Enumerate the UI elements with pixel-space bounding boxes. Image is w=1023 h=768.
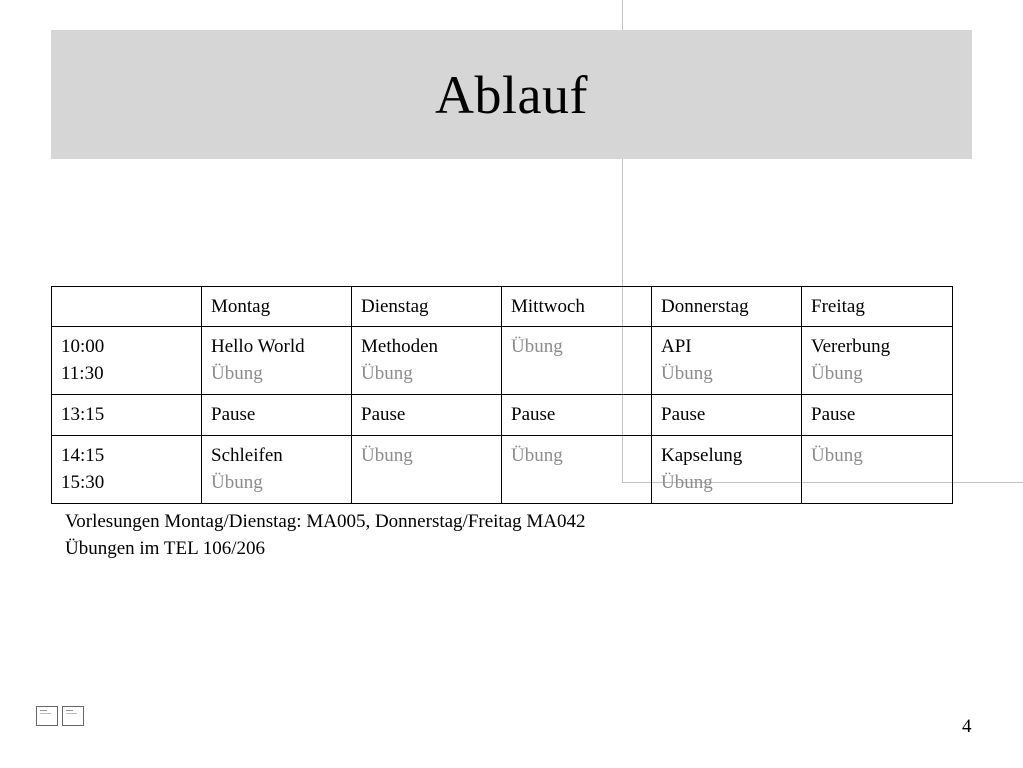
pause-cell: Pause: [502, 395, 652, 436]
table-row: [52, 436, 953, 504]
header-freitag: Freitag: [802, 287, 953, 327]
pause-cell: Pause: [652, 395, 802, 436]
table-row: [52, 395, 953, 436]
pause-cell: Pause: [202, 395, 352, 436]
slide-thumbnail-icon[interactable]: [36, 706, 58, 726]
slide-thumbnail-icon[interactable]: [62, 706, 84, 726]
session-cell: [202, 327, 352, 395]
table-header-row: [52, 287, 953, 327]
time-start: 14:15: [61, 445, 105, 466]
session-topic: Vererbung: [811, 336, 891, 357]
session-exercise: Übung: [511, 445, 563, 466]
header-donnerstag: Donnerstag: [652, 287, 802, 327]
time-end: 11:30: [61, 363, 104, 384]
time-cell: [52, 327, 202, 395]
footnote: [65, 508, 586, 562]
time-cell: [52, 395, 202, 436]
session-topic: Hello World: [211, 336, 305, 357]
time-end: 15:30: [61, 472, 105, 493]
session-exercise: Übung: [211, 363, 263, 384]
session-topic: Kapselung: [661, 445, 743, 466]
session-exercise: Übung: [211, 472, 263, 493]
header-dienstag: Dienstag: [352, 287, 502, 327]
session-cell: [652, 327, 802, 395]
table-row: [52, 327, 953, 395]
session-exercise: Übung: [361, 445, 413, 466]
pause-cell: Pause: [802, 395, 953, 436]
session-cell: [202, 436, 352, 504]
header-montag: Montag: [202, 287, 352, 327]
session-exercise: Übung: [661, 472, 713, 493]
session-exercise: Übung: [811, 445, 863, 466]
footnote-exercises: Übungen im TEL 106/206: [65, 538, 266, 559]
header-corner: [52, 287, 202, 327]
session-topic: Methoden: [361, 336, 439, 357]
session-cell: [802, 327, 953, 395]
session-cell: [502, 436, 652, 504]
session-cell: [352, 436, 502, 504]
pause-cell: Pause: [352, 395, 502, 436]
session-exercise: Übung: [511, 336, 563, 357]
time-start: 13:15: [61, 404, 105, 425]
session-cell: [352, 327, 502, 395]
session-exercise: Übung: [361, 363, 413, 384]
session-topic: API: [661, 336, 692, 357]
session-cell: [502, 327, 652, 395]
session-exercise: Übung: [811, 363, 863, 384]
page-number: 4: [962, 716, 972, 737]
session-topic: Schleifen: [211, 445, 283, 466]
session-exercise: Übung: [661, 363, 713, 384]
slide-title: Ablauf: [435, 64, 588, 125]
time-cell: [52, 436, 202, 504]
footnote-lectures: Vorlesungen Montag/Dienstag: MA005, Donnerstag/Freitag MA042: [65, 511, 586, 532]
time-start: 10:00: [61, 336, 105, 357]
session-cell: [802, 436, 953, 504]
title-bar: [51, 30, 972, 159]
schedule-table: [51, 286, 953, 504]
header-mittwoch: Mittwoch: [502, 287, 652, 327]
session-cell: [652, 436, 802, 504]
slide-thumbnails: [36, 706, 84, 726]
